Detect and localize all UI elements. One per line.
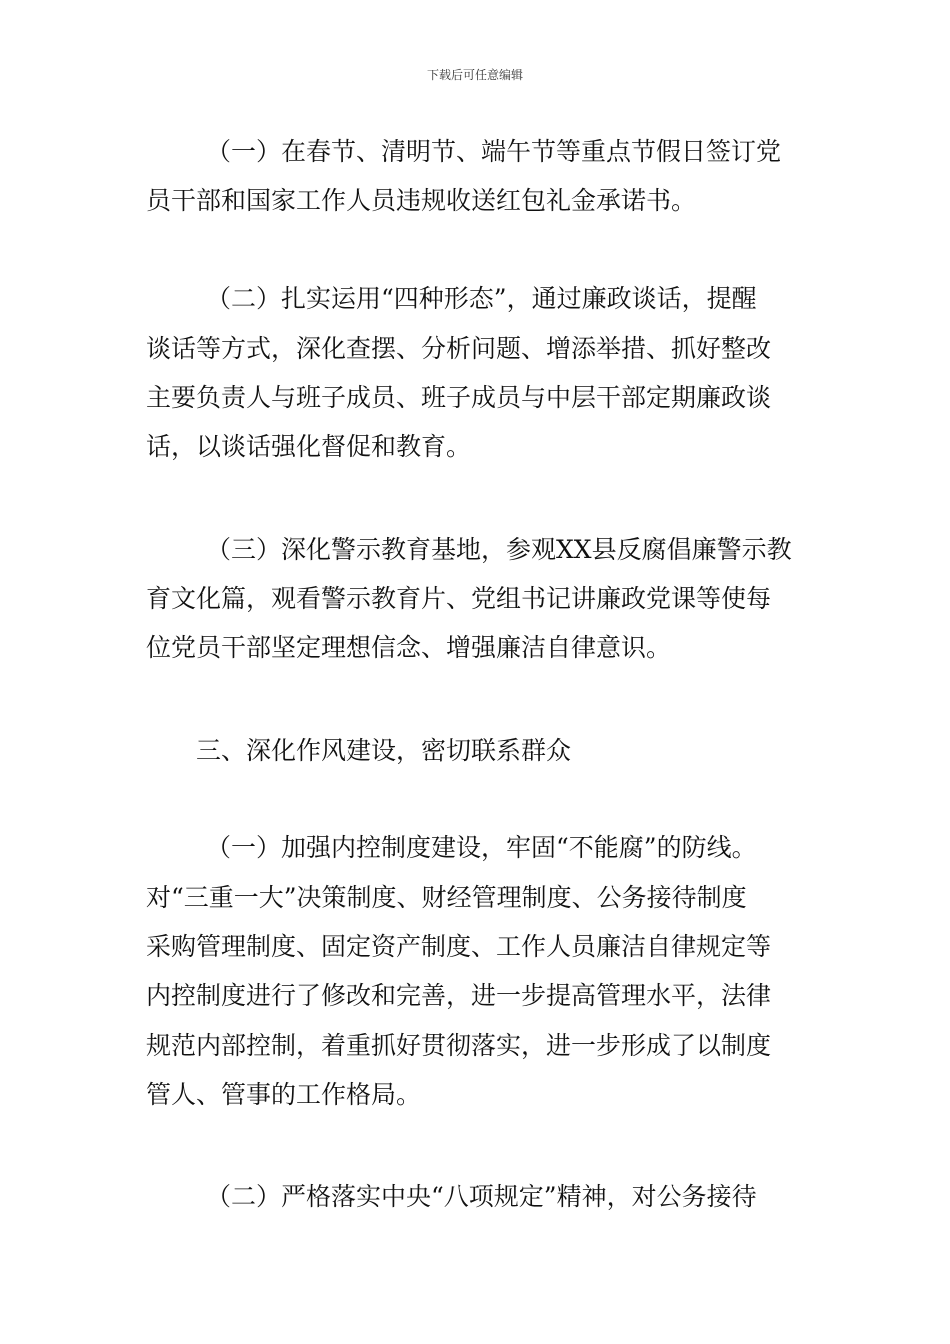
- text-line: 员干部和国家工作人员违规收送红包礼金承诺书。: [146, 186, 697, 215]
- page-header: 下载后可任意编辑: [426, 68, 523, 82]
- text-line: （一）加强内控制度建设，牢固“不能腐”的防线。: [206, 833, 757, 862]
- text-line: 内控制度进行了修改和完善，进一步提高管理水平，法律: [146, 981, 772, 1010]
- text-line: （二）扎实运用“四种形态”，通过廉政谈话，提醒: [206, 284, 757, 313]
- section-heading-text: 三、深化作风建设，密切联系群众: [196, 736, 572, 765]
- text-line: 规范内部控制，着重抓好贯彻落实，进一步形成了以制度: [146, 1031, 772, 1060]
- text-line: 话，以谈话强化督促和教育。: [146, 432, 472, 461]
- text-line: （一）在春节、清明节、端午节等重点节假日签订党: [206, 137, 782, 166]
- text-line: 对“三重一大”决策制度、财经管理制度、公务接待制度: [146, 883, 747, 912]
- text-line: 谈话等方式，深化查摆、分析问题、增添举措、抓好整改: [146, 334, 772, 363]
- text-line: 采购管理制度、固定资产制度、工作人员廉洁自律规定等: [146, 932, 772, 961]
- text-line: 管人、管事的工作格局。: [146, 1080, 422, 1109]
- text-line: 主要负责人与班子成员、班子成员与中层干部定期廉政谈: [146, 383, 772, 412]
- text-line: 位党员干部坚定理想信念、增强廉洁自律意识。: [146, 633, 672, 662]
- text-line: （三）深化警示教育基地，参观XX县反腐倡廉警示教: [206, 535, 792, 564]
- text-line: （二）严格落实中央“八项规定”精神，对公务接待: [206, 1182, 757, 1211]
- text-line: 育文化篇，观看警示教育片、党组书记讲廉政党课等使每: [146, 584, 772, 613]
